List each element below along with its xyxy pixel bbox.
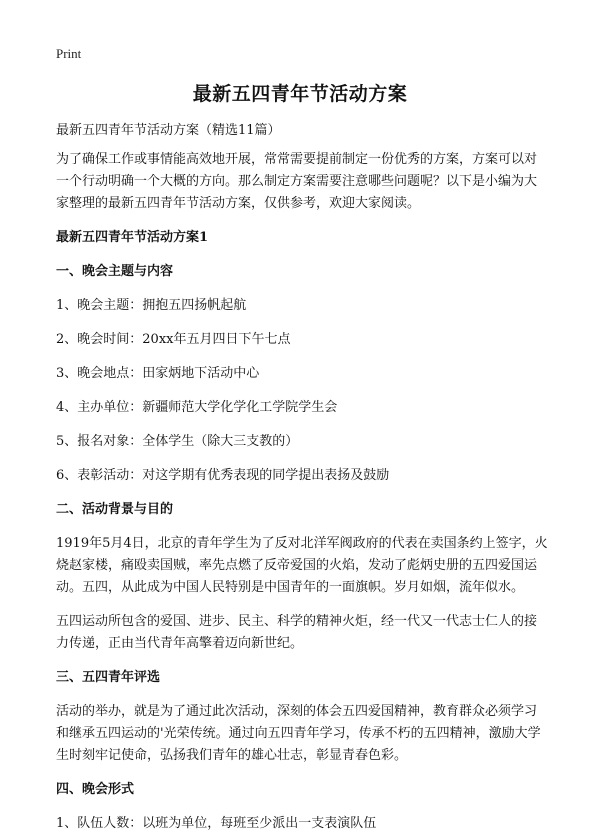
list-item: 1、晚会主题：拥抱五四扬帆起航 <box>56 298 247 313</box>
background-paragraph: 1919年5月4日，北京的青年学生为了反对北洋军阀政府的代表在卖国条约上签字，火烧赵家楼，痛殴卖国贼，率先点燃了反帝爱国的火焰，发动了彪炳史册的五四爱国运动。五四，从此成为中国人民特别是中国青年的一面旗帜。岁月如烟，流年似水。 <box>56 536 548 595</box>
selection-paragraph: 活动的举办，就是为了通过此次活动，深刻的体会五四爱国精神，教育群众必须学习和继承五四运动的'光荣传统。通过向五四青年学习，传承不朽的五四精神，激励大学生时刻牢记使命，弘扬我们青年的雄心壮志，彰显青春色彩。 <box>56 704 541 763</box>
background-paragraph: 五四运动所包含的爱国、进步、民主、科学的精神火炬，经一代又一代志士仁人的接力传递，正由当代青年高擎着迈向新世纪。 <box>56 614 538 651</box>
section-heading-selection: 三、五四青年评选 <box>56 670 161 685</box>
document-body <box>56 120 548 835</box>
section-heading-background: 二、活动背景与目的 <box>56 502 174 517</box>
intro-paragraph: 为了确保工作或事情能高效地开展，常常需要提前制定一份优秀的方案，方案可以对一个行动明确一个大概的方向。那么制定方案需要注意哪些问题呢？以下是小编为大家整理的最新五四青年节活动方案，仅供参考，欢迎大家阅读。 <box>56 152 538 211</box>
list-item: 5、报名对象：全体学生（除大三支教的） <box>56 434 299 449</box>
section-heading-theme: 一、晚会主题与内容 <box>56 264 174 279</box>
plan-heading: 最新五四青年节活动方案1 <box>56 230 209 245</box>
list-item: 3、晚会地点：田家炳地下活动中心 <box>56 366 260 381</box>
section-heading-format: 四、晚会形式 <box>56 782 135 797</box>
print-label: Print <box>56 46 82 61</box>
page-title: 最新五四青年节活动方案 <box>192 83 408 105</box>
list-item: 6、表彰活动：对这学期有优秀表现的同学提出表扬及鼓励 <box>56 468 390 483</box>
list-item: 2、晚会时间：20xx年五月四日下午七点 <box>56 332 291 347</box>
list-item: 1、队伍人数：以班为单位，每班至少派出一支表演队伍 <box>56 816 377 831</box>
document-subtitle: 最新五四青年节活动方案（精选11篇） <box>56 123 281 138</box>
list-item: 4、主办单位：新疆师范大学化学化工学院学生会 <box>56 400 338 415</box>
